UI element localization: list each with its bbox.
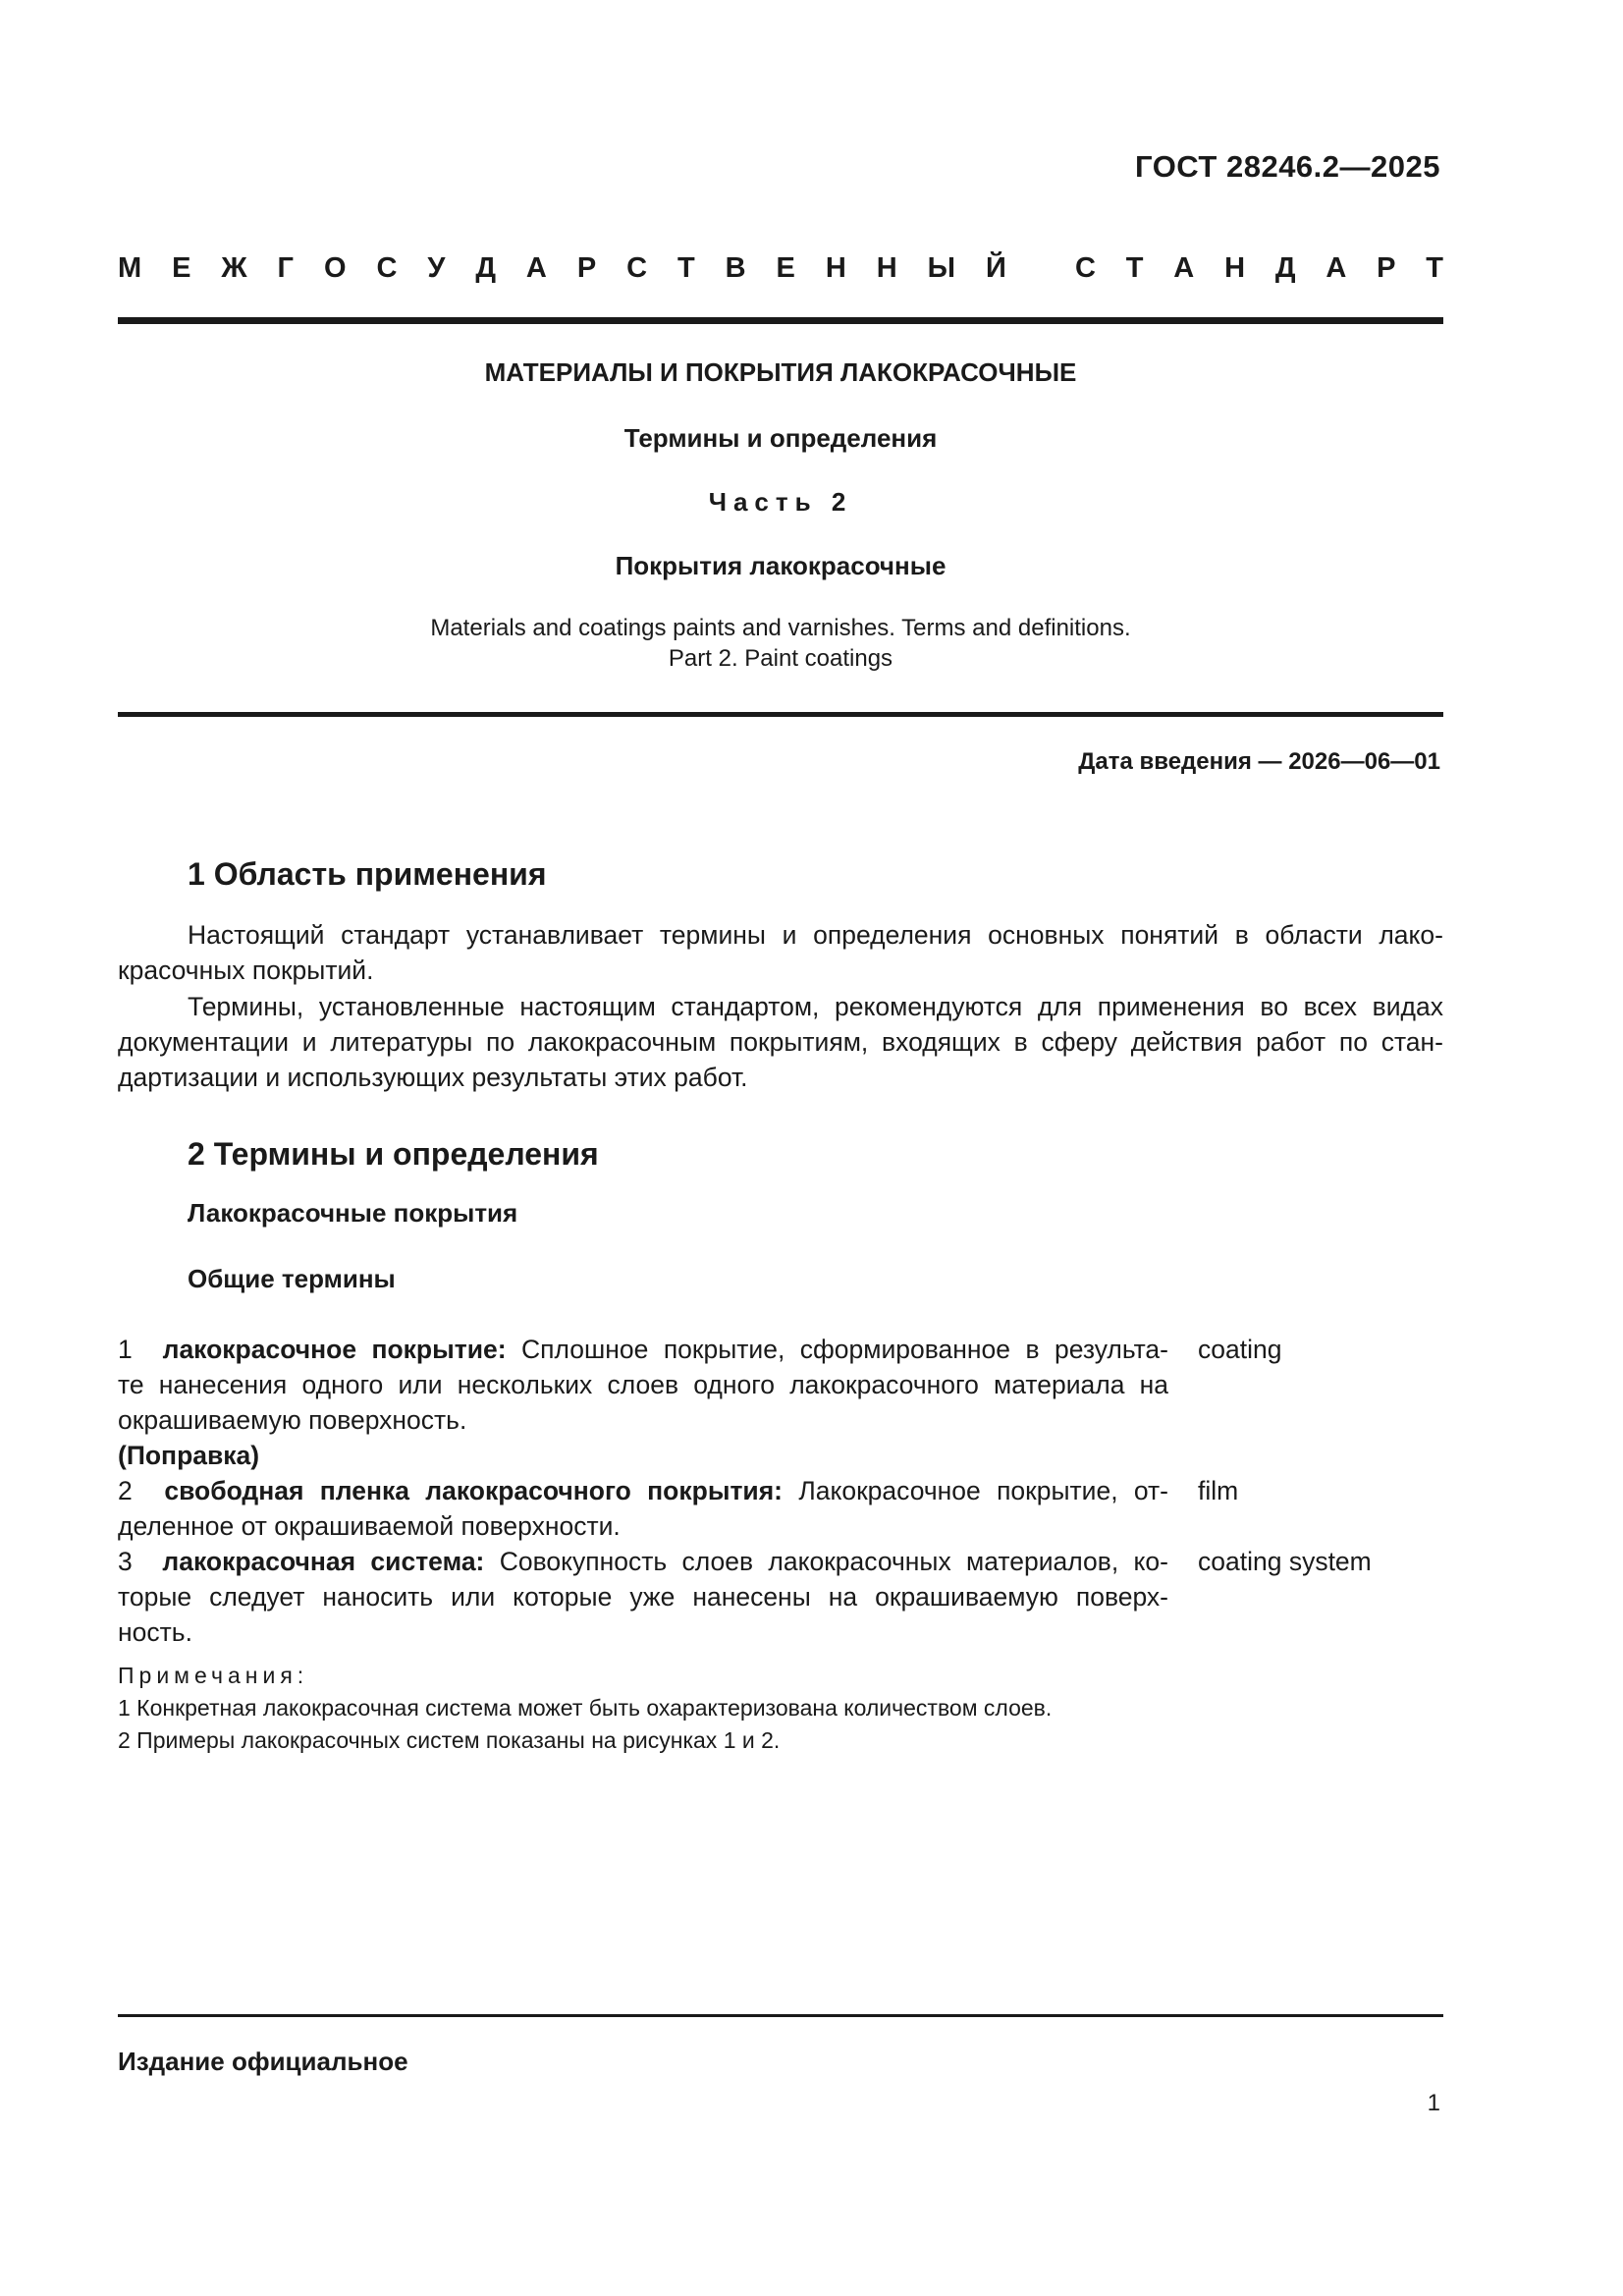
section-2-heading: 2 Термины и определения: [188, 1136, 599, 1172]
section-1-paragraph-2: [118, 989, 1443, 1095]
standard-banner: [118, 252, 1443, 285]
banner-letter: А: [525, 252, 547, 284]
paragraph-line: Термины, установленные настоящим стандартом, рекомендуются для применения во всех видах: [188, 992, 1443, 1021]
banner-letter: У: [427, 252, 446, 284]
banner-letter: Н: [825, 252, 846, 284]
term-number: 1: [118, 1335, 133, 1364]
english-title: [118, 613, 1443, 674]
notes-block: [118, 1660, 1052, 1757]
banner-letter: Й: [985, 252, 1006, 284]
banner-letter: Д: [1274, 252, 1296, 284]
banner-letter: Р: [576, 252, 597, 284]
banner-letter: Т: [676, 252, 695, 284]
term-english-2: film: [1198, 1476, 1239, 1505]
term-first-line: [118, 1332, 1168, 1367]
banner-letter: Е: [776, 252, 795, 284]
page-number: 1: [1427, 2090, 1440, 2116]
footer-divider: [118, 2014, 1443, 2017]
banner-letter: С: [1075, 252, 1096, 284]
banner-letter: Ж: [221, 252, 247, 284]
subheading-general-terms: Общие термины: [188, 1264, 396, 1293]
term-definition-line: окрашиваемую поверхность.: [118, 1405, 467, 1435]
term-entry-2: [118, 1473, 1168, 1544]
english-title-line: Part 2. Paint coatings: [668, 645, 893, 672]
paragraph-line: Настоящий стандарт устанавливает термины и определения основных понятий в области лако-: [188, 920, 1443, 950]
banner-letter: Ы: [927, 252, 955, 284]
term-name: свободная пленка лакокрасочного покрытия:: [164, 1476, 784, 1505]
banner-letter: Е: [172, 252, 191, 284]
term-first-line: [118, 1473, 1168, 1508]
note-item: 2 Примеры лакокрасочных систем показаны на рисунках 1 и 2.: [118, 1727, 781, 1753]
term-english-1: coating: [1198, 1335, 1282, 1364]
banner-letter: Т: [1426, 252, 1443, 284]
term-definition: Совокупность слоев лакокрасочных материалов, ко-: [499, 1547, 1168, 1576]
term-number: 3: [118, 1547, 133, 1576]
document-title: МАТЕРИАЛЫ И ПОКРЫТИЯ ЛАКОКРАСОЧНЫЕ: [484, 357, 1077, 387]
banner-letter: Н: [1224, 252, 1246, 284]
subheading-paint-coatings: Лакокрасочные покрытия: [188, 1198, 518, 1228]
banner-letter: А: [1173, 252, 1195, 284]
banner-word-interstate: [118, 252, 1006, 285]
banner-letter: О: [323, 252, 347, 284]
section-1-paragraph-1: [118, 917, 1443, 988]
term-entry-1: [118, 1332, 1168, 1473]
english-title-line: Materials and coatings paints and varnishes. Terms and definitions.: [430, 615, 1131, 641]
document-part: Часть 2: [708, 487, 853, 517]
term-definition: Сплошное покрытие, сформированное в результа-: [521, 1335, 1168, 1364]
banner-letter: С: [626, 252, 648, 284]
header-divider: [118, 317, 1443, 324]
document-part-name: Покрытия лакокрасочные: [615, 551, 947, 580]
official-edition-label: Издание официальное: [118, 2047, 408, 2076]
term-definition: Лакокрасочное покрытие, от-: [798, 1476, 1168, 1505]
amendment-note: (Поправка): [118, 1441, 260, 1470]
term-name: лакокрасочное покрытие:: [162, 1335, 507, 1364]
term-english-3: coating system: [1198, 1547, 1372, 1576]
banner-letter: Н: [876, 252, 897, 284]
note-item: 1 Конкретная лакокрасочная система может быть охарактеризована количеством слоев.: [118, 1695, 1053, 1721]
notes-title: Примечания:: [118, 1663, 309, 1688]
banner-letter: С: [376, 252, 398, 284]
term-definition-line: торые следует наносить или которые уже нанесены на окрашиваемую поверх-: [118, 1582, 1168, 1612]
banner-letter: М: [118, 252, 142, 284]
document-number: ГОСТ 28246.2—2025: [1135, 149, 1440, 184]
term-number: 2: [118, 1476, 133, 1505]
banner-word-standard: [1075, 252, 1443, 285]
banner-letter: А: [1325, 252, 1347, 284]
banner-letter: В: [725, 252, 746, 284]
introduction-date: Дата введения — 2026—06—01: [1078, 748, 1440, 775]
term-name: лакокрасочная система:: [162, 1547, 485, 1576]
document-subtitle: Термины и определения: [623, 423, 938, 453]
paragraph-line: красочных покрытий.: [118, 956, 374, 985]
term-first-line: [118, 1544, 1168, 1579]
term-definition-line: ность.: [118, 1617, 192, 1647]
banner-letter: Д: [475, 252, 496, 284]
banner-letter: Т: [1125, 252, 1144, 284]
paragraph-line: документации и литературы по лакокрасочным покрытиям, входящих в сферу действия работ по стан-: [118, 1027, 1443, 1057]
term-definition-line: те нанесения одного или нескольких слоев одного лакокрасочного материала на: [118, 1370, 1168, 1399]
term-entry-3: [118, 1544, 1168, 1650]
term-definition-line: деленное от окрашиваемой поверхности.: [118, 1511, 621, 1541]
paragraph-line: дартизации и использующих результаты этих работ.: [118, 1063, 748, 1092]
title-divider: [118, 712, 1443, 717]
section-1-heading: 1 Область применения: [188, 856, 547, 892]
banner-letter: Р: [1377, 252, 1396, 284]
banner-letter: Г: [277, 252, 294, 284]
